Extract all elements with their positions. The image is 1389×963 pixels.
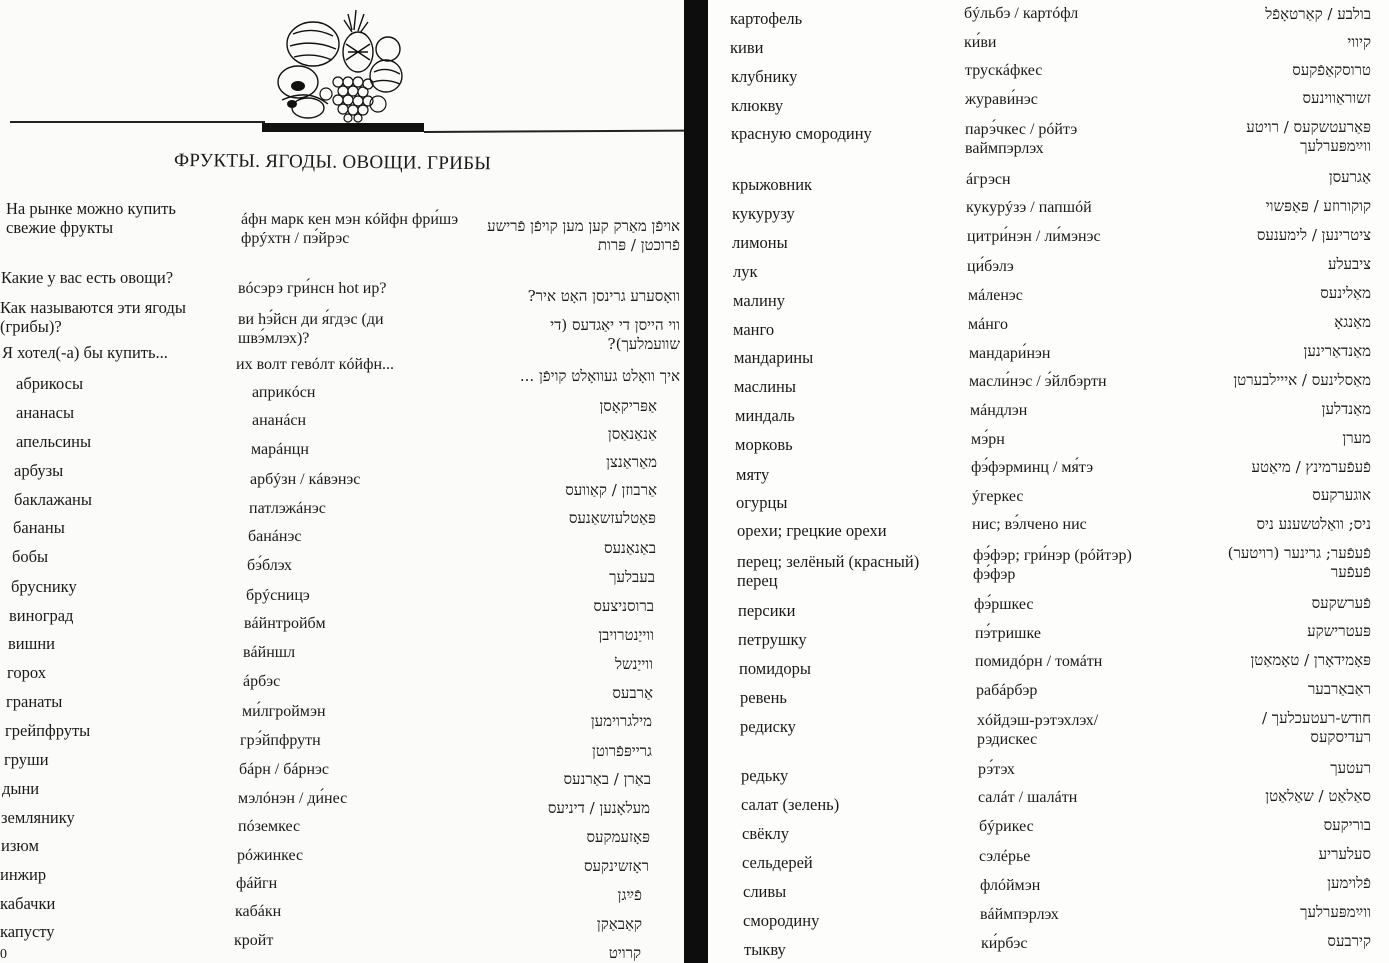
item-ru: землянику [1,808,75,827]
item-translit: ки́ви [964,34,997,51]
item-ru: бананы [13,518,65,537]
item-translit: фáйгн [236,875,278,892]
item-ru: вишни [8,634,55,653]
item-yiddish: פֿערשקעס [1311,594,1371,612]
item-yiddish: פֿלוימען [1327,874,1371,892]
item-ru: маслины [734,377,796,396]
item-ru: картофель [730,9,803,28]
item-translit: парэ́чкес / рóйтэ ваймпэрлэх [965,121,1078,157]
item-translit: мáленэс [968,287,1023,304]
header-rule-left [10,121,265,123]
item-translit: патлэжáнэс [249,500,326,517]
item-translit: фэ́ршкес [974,596,1034,613]
item-ru: груши [4,750,49,769]
item-translit: вáймпэрлэх [980,906,1059,923]
item-ru: киви [730,38,764,57]
item-translit: ýгеркес [972,488,1024,505]
item-yiddish: בולבע / קאַרטאָפֿל [1265,5,1371,23]
item-translit: брýсницэ [246,587,310,604]
item-ru: сельдерей [742,853,813,872]
item-yiddish: טרוסקאַפֿקעס [1292,61,1371,79]
item-yiddish: פּעטרישקע [1307,622,1371,640]
item-ru: редиску [740,717,796,736]
item-translit: фэ́фэрминц / мя́тэ [971,459,1094,476]
chapter-title: ФРУКТЫ. ЯГОДЫ. ОВОЩИ. ГРИБЫ [173,150,492,175]
item-yiddish: פּאַרעטשקעס / רויטע ווײַמפּערלעך [1246,118,1371,155]
item-ru: помидоры [739,659,812,678]
item-yiddish: באַרן / באַרנעס [563,770,651,788]
item-ru: лимоны [732,233,788,252]
fruit-basket-illustration [268,4,418,124]
item-translit: ананáсн [252,412,307,429]
item-yiddish: מעלאָנען / דיניעס [547,799,650,817]
item-yiddish: פּאָמידאָרן / טאָמאַטן [1250,651,1371,669]
item-ru: свёклу [742,824,789,843]
item-ru: манго [733,320,775,339]
item-ru: лук [733,262,758,281]
item-translit: хóйдэш-рэтэхлэх/ рэдискес [977,712,1099,748]
item-ru: морковь [735,435,793,454]
phrase-yiddish: ווי הייסן די יאַגדעס (די שוועמלעך)? [550,316,680,353]
item-yiddish: ראָזשינקעס [583,857,649,875]
item-ru: клюкву [731,96,784,115]
item-ru: редьку [741,766,789,785]
item-yiddish: אַפּריקאָסן [599,397,657,415]
phrase-yiddish: איך וואָלט געוואָלט קויפֿן ... [519,367,680,385]
phrase-ru: Какие у вас есть овощи? [1,268,174,287]
item-ru: изюм [1,836,39,855]
item-yiddish: גרייפּפֿרוטן [592,742,652,760]
item-ru: горох [7,663,46,682]
item-yiddish: קוקורוזע / פּאַפּשוי [1265,197,1371,215]
item-translit: кабáкн [235,903,282,920]
item-yiddish: אוגערקעס [1312,486,1371,504]
item-translit: мэ́рн [971,431,1005,448]
item-ru: баклажаны [14,490,92,509]
item-translit: априкóсн [252,384,316,401]
phrase-translit: их волт гевóлт кóйфн... [236,356,395,373]
left-page [0,0,684,963]
phrase-yiddish: וואָסערע גרינסן האָט איר? [527,287,680,305]
item-translit: фэ́фэр; гри́нэр (рóйтэр) фэ́фэр [973,547,1132,583]
item-yiddish: אַנאַנאַסן [607,425,657,443]
item-ru: ревень [740,688,787,707]
phrase-translit: вóсэрэ гри́нсн hоt ир? [238,280,387,297]
item-translit: грэ́йпфрутн [240,732,321,749]
item-yiddish: אַרבוזן / קאַוועס [565,481,657,499]
item-translit: нис; вэ́лчено нис [972,516,1087,533]
item-translit: мэлóнэн / ди́нес [238,790,348,807]
item-yiddish: סאַלאַט / שאַלאַטן [1265,787,1371,805]
item-yiddish: קאַבאַקן [596,915,642,933]
item-translit: áрбэс [243,673,281,690]
right-page [708,0,1389,963]
item-yiddish: חודש-רעטעכלעך / רעדיסקעס [1261,709,1371,746]
item-ru: бруснику [11,577,77,596]
item-translit: ми́лгроймэн [242,703,326,720]
item-yiddish: מאַלינעס [1320,284,1371,302]
item-translit: кройт [234,932,274,949]
item-yiddish: בוריקעס [1323,816,1371,834]
item-ru: инжир [0,865,47,884]
item-yiddish: קרויט [608,944,641,962]
item-ru: абрикосы [16,374,84,393]
item-ru: мяту [736,465,770,484]
item-ru: клубнику [731,67,798,86]
item-yiddish: פּאָזעמקעס [586,828,650,846]
item-translit: вáйншл [243,644,296,661]
item-translit: пóземкес [238,818,301,835]
item-translit: рóжинкес [237,847,304,864]
item-translit: салáт / шалáтн [978,789,1078,806]
item-translit: арбýзн / кáвэнэс [250,471,361,488]
header-rule-right [424,130,684,133]
phrase-translit: ви hэ́йсн ди я́гдэс (ди швэ́млэх)? [238,311,384,347]
item-yiddish: ציבעלע [1327,255,1371,273]
item-ru: малину [733,291,785,310]
item-translit: помидóрн / томáтн [975,653,1103,670]
phrase-translit: áфн марк кен мэн кóйфн фри́шэ фрýхтн / пэ́йрэс [241,211,459,247]
item-yiddish: פֿעפֿער; גרינער (רויטער) פֿעפֿער [1227,544,1371,581]
item-translit: масли́нэс / э́йлбэртн [969,373,1107,390]
item-translit: флóймэн [980,877,1041,894]
item-yiddish: סעלעריע [1318,845,1371,863]
item-ru: кукурузу [732,204,795,223]
item-yiddish: באַנאַנעס [603,539,656,557]
item-translit: цитри́нэн / ли́мэнэс [967,228,1101,245]
book-gutter [684,0,708,963]
item-yiddish: בעבלעך [609,568,655,586]
item-ru: смородину [743,911,820,930]
item-yiddish: מאַסלינעס / אייילבערטן [1233,371,1371,389]
item-translit: ци́бэлэ [967,258,1014,275]
item-yiddish: מאַנדאַרינען [1303,342,1371,360]
phrase-ru: На рынке можно купить свежие фрукты [6,199,176,237]
item-yiddish: אַרבעס [612,684,653,702]
item-ru: персики [738,601,796,620]
item-translit: вáйнтройбм [244,615,326,632]
item-translit: рабáрбэр [976,682,1038,699]
item-translit: журави́нэс [965,91,1038,108]
item-ru: гранаты [6,692,63,711]
item-yiddish: מאַראַנצן [606,453,657,471]
item-yiddish: מערן [1342,429,1371,447]
item-ru: ананасы [16,403,75,422]
item-yiddish: מאַנגאָ [1334,313,1371,331]
item-yiddish: מילגרוימען [590,712,652,730]
item-yiddish: ווייַנטרויבן [598,626,654,644]
item-yiddish: פּאַטלעזשאַנעס [568,509,656,527]
item-ru: арбузы [14,461,64,480]
item-ru: бобы [12,547,49,566]
item-yiddish: ראַבאַרבער [1307,680,1371,698]
item-translit: бýльбэ / картóфл [964,5,1079,22]
item-ru: грейпфруты [5,721,91,740]
item-yiddish: קירבעס [1327,932,1371,950]
item-ru: крыжовник [732,175,813,194]
item-translit: мáнго [968,316,1008,333]
item-translit: бýрикес [979,818,1034,835]
item-ru: кабачки [0,894,56,913]
phrase-yiddish: אויפֿן מאַרק קען מען קויפֿן פֿרישע פֿרוכטן / פּרות [487,217,680,254]
item-translit: мандари́нэн [969,345,1051,362]
item-translit: áгрэсн [966,171,1011,188]
item-ru: дыни [2,779,40,798]
item-ru: апельсины [16,432,92,451]
item-yiddish: זשוראַווינעס [1302,89,1371,107]
item-ru: тыкву [744,940,786,959]
item-yiddish: ניס; וואַלטשענע ניס [1256,515,1371,533]
item-ru: салат (зелень) [741,795,840,814]
item-translit: мáндлэн [970,402,1028,419]
item-ru: миндаль [735,406,795,425]
item-ru: виноград [9,606,74,625]
page-number: 0 [0,947,7,962]
item-yiddish: רעטעך [1330,759,1371,777]
header-rule-heavy [262,123,424,132]
item-ru: красную смородину [731,124,872,143]
item-translit: бэ́блэх [247,557,292,574]
item-translit: рэ́тэх [978,761,1015,778]
item-ru: сливы [743,882,787,901]
item-ru: петрушку [738,630,807,649]
item-translit: пэ́тришке [975,625,1041,642]
item-ru: перец; зелёный (красный) перец [737,552,920,590]
item-translit: ки́рбэс [981,935,1028,952]
item-translit: кукурýзэ / папшóй [966,199,1092,216]
item-yiddish: ברוסניצעס [593,597,654,615]
item-translit: сэлéрье [979,848,1031,865]
item-ru: мандарины [734,348,814,367]
item-translit: трускáфкес [965,62,1043,79]
item-ru: капусту [0,922,55,941]
item-ru: огурцы [736,493,788,512]
item-yiddish: פֿעפֿערמינץ / מיאַטע [1251,458,1371,476]
item-ru: орехи; грецкие орехи [737,521,887,540]
item-yiddish: אַגרעסן [1328,168,1371,186]
item-yiddish: פֿײַגן [617,886,642,904]
item-yiddish: ציטרינען / לימענעס [1256,226,1371,244]
item-translit: банáнэс [248,528,302,545]
item-translit: марáнцн [251,441,309,458]
phrase-ru: Я хотел(-а) бы купить... [2,343,168,362]
item-yiddish: ווייַנשל [614,655,653,673]
item-translit: бáрн / бáрнэс [239,761,330,778]
item-yiddish: מאַנדלען [1321,400,1371,418]
item-yiddish: קיווי [1347,33,1371,51]
item-yiddish: ווײַמפּערלעך [1300,903,1371,921]
phrase-ru: Как называются эти ягоды (грибы)? [0,298,186,336]
